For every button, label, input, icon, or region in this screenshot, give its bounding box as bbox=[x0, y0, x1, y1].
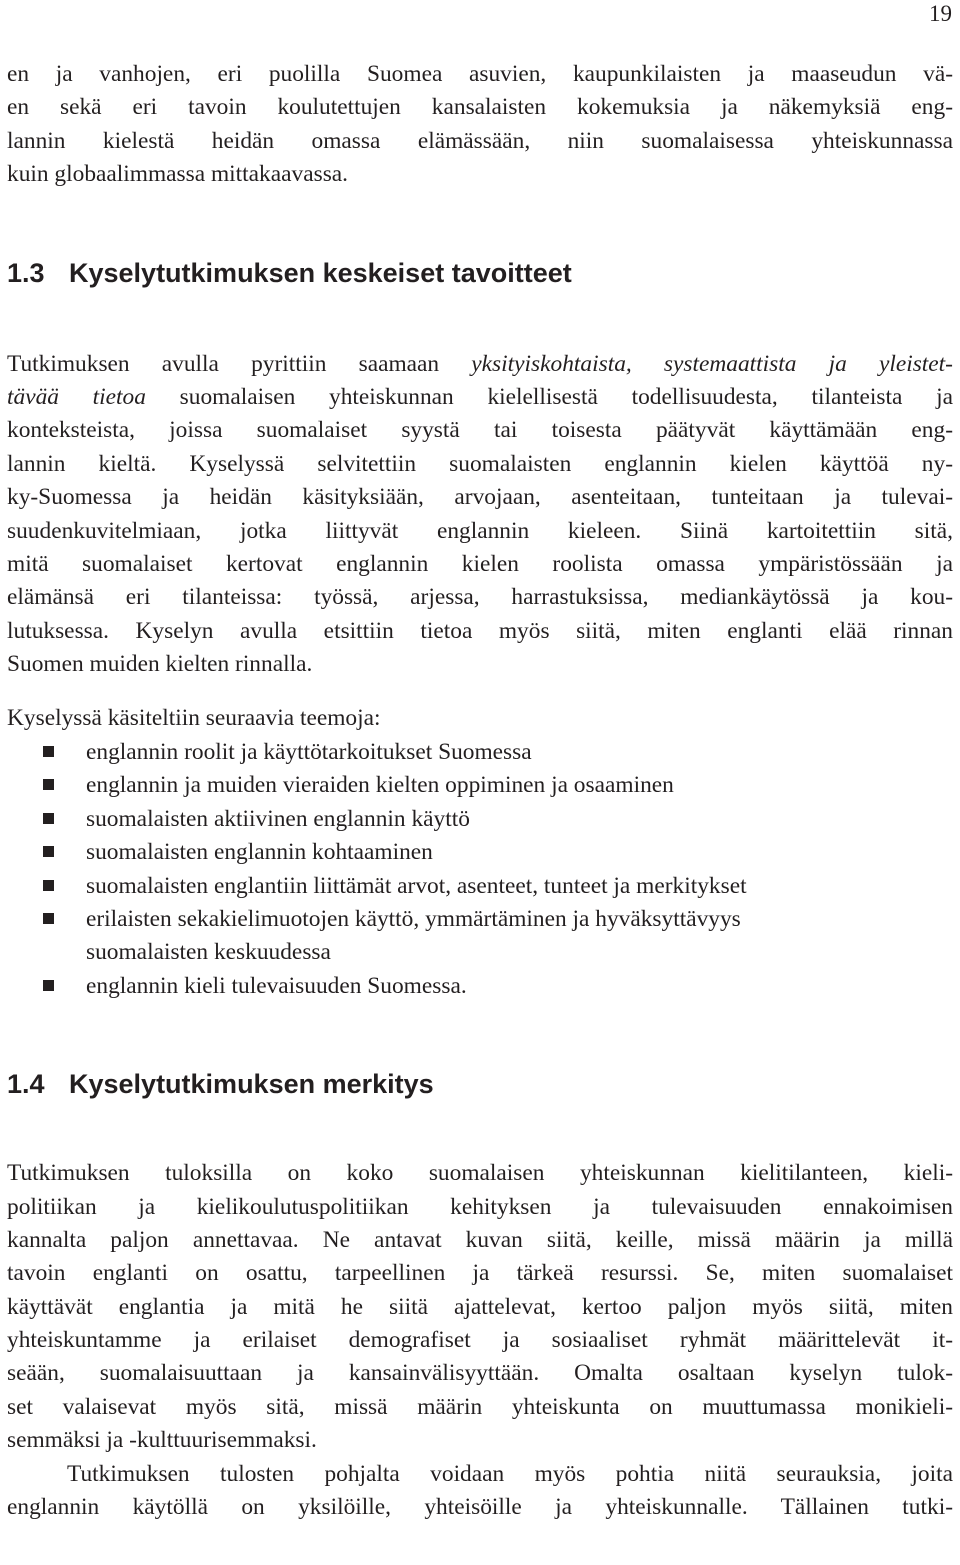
text-line: lutuksessa. Kyselyn avulla etsittiin tietoa myös siitä, miten englanti elää rinnan bbox=[7, 617, 953, 644]
section-heading-1-4 bbox=[7, 1067, 953, 1101]
text-line: ky-Suomessa ja heidän käsityksiään, arvojaan, asenteitaan, tunteitaan ja tulevai- bbox=[7, 484, 953, 511]
text-line: englannin käytöllä on yksilöille, yhteisöille ja yhteiskunnalle. Tällainen tutki- bbox=[7, 1494, 953, 1521]
italic-text: tävää tietoa bbox=[7, 383, 146, 410]
text-line: Suomen muiden kielten rinnalla. bbox=[7, 651, 313, 678]
section-title: Kyselytutkimuksen keskeiset tavoitteet bbox=[69, 257, 572, 288]
text-line: Tutkimuksen tulosten pohjalta voidaan myös pohtia niitä seurauksia, joita bbox=[67, 1460, 953, 1487]
text-line: kuin globaalimmassa mittakaavassa. bbox=[7, 161, 349, 188]
section-1-3-paragraph bbox=[7, 348, 953, 682]
text-line: mitä suomalaiset kertovat englannin kielen roolista omassa ympäristössään ja bbox=[7, 550, 953, 577]
list-item-text: englannin roolit ja käyttötarkoitukset Suomessa bbox=[86, 738, 532, 765]
text-line: politiikan ja kielikoulutuspolitiikan kehityksen ja tulevaisuuden ennakoimisen bbox=[7, 1193, 953, 1220]
text-line: en sekä eri tavoin koulutettujen kansalaisten kokemuksia ja näkemyksiä eng- bbox=[7, 94, 953, 121]
list-item-text-continuation: suomalaisten keskuudessa bbox=[86, 939, 331, 966]
section-1-4-paragraph-2 bbox=[7, 1458, 953, 1525]
list-item bbox=[7, 836, 953, 869]
section-number: 1.3 bbox=[7, 257, 45, 288]
text-line: tavoin englanti on osattu, tarpeellinen ja tärkeä resurssi. Se, miten suomalaiset bbox=[7, 1260, 953, 1287]
themes-list bbox=[7, 736, 953, 1003]
list-item-text: suomalaisten aktiivinen englannin käyttö bbox=[86, 805, 470, 832]
text-run: suomalaisen yhteiskunnan kielellisestä todellisuudesta, tilanteista ja bbox=[145, 383, 953, 410]
square-bullet-icon bbox=[43, 980, 54, 991]
square-bullet-icon bbox=[43, 813, 54, 824]
list-item-text: suomalaisten englantiin liittämät arvot, asenteet, tunteet ja merkitykset bbox=[86, 872, 747, 899]
section-number: 1.4 bbox=[7, 1069, 45, 1100]
list-item-text: suomalaisten englannin kohtaaminen bbox=[86, 839, 433, 866]
square-bullet-icon bbox=[43, 746, 54, 757]
list-item-text: englannin ja muiden vieraiden kielten oppiminen ja osaaminen bbox=[86, 772, 674, 799]
section-1-4-paragraph-1 bbox=[7, 1157, 953, 1458]
list-item bbox=[7, 870, 953, 903]
section-heading-1-3 bbox=[7, 256, 953, 290]
list-item bbox=[7, 803, 953, 836]
square-bullet-icon bbox=[43, 880, 54, 891]
text-line: kannalta paljon annettavaa. Ne antavat kuvan siitä, keille, missä määrin ja millä bbox=[7, 1226, 953, 1253]
text-line: lannin kieltä. Kyselyssä selvitettiin suomalaisten englannin kielen käyttöä ny- bbox=[7, 450, 953, 477]
section-title: Kyselytutkimuksen merkitys bbox=[69, 1069, 434, 1100]
square-bullet-icon bbox=[43, 779, 54, 790]
themes-label: Kyselyssä käsiteltiin seuraavia teemoja: bbox=[7, 705, 381, 732]
text-line: lannin kielestä heidän omassa elämässään, niin suomalaisessa yhteiskunnassa bbox=[7, 127, 953, 154]
text-line: konteksteista, joissa suomalaiset syystä tai toisesta päätyvät käyttämään eng- bbox=[7, 417, 953, 444]
text-line: seään, suomalaisuuttaan ja kansainvälisyyttään. Omalta osaltaan kyselyn tulok- bbox=[7, 1360, 953, 1387]
text-line bbox=[7, 381, 953, 414]
text-line: en ja vanhojen, eri puolilla Suomea asuvien, kaupunkilaisten ja maaseudun vä- bbox=[7, 61, 953, 87]
text-line: yhteiskuntamme ja erilaiset demografiset ja sosiaaliset ryhmät määrittelevät it- bbox=[7, 1327, 953, 1354]
square-bullet-icon bbox=[43, 846, 54, 857]
italic-text: yksityiskohtaista, systemaattista ja yleistet- bbox=[471, 350, 953, 377]
list-item-text: englannin kieli tulevaisuuden Suomessa. bbox=[86, 972, 467, 999]
intro-paragraph bbox=[7, 58, 953, 192]
list-item-text: erilaisten sekakielimuotojen käyttö, ymmärtäminen ja hyväksyttävyys bbox=[86, 905, 741, 932]
text-line: set valaisevat myös sitä, missä määrin yhteiskunta on muuttumassa monikieli- bbox=[7, 1393, 953, 1420]
text-run: Tutkimuksen avulla pyrittiin saamaan bbox=[7, 350, 472, 377]
text-line: Tutkimuksen tuloksilla on koko suomalaisen yhteiskunnan kielitilanteen, kieli- bbox=[7, 1160, 953, 1187]
list-item bbox=[7, 970, 953, 1003]
text-line: semmäksi ja -kulttuurisemmaksi. bbox=[7, 1427, 317, 1454]
list-item bbox=[7, 903, 953, 970]
page-number: 19 bbox=[929, 1, 952, 26]
text-line: suudenkuvitelmiaan, jotka liittyvät englannin kieleen. Siinä kartoitettiin sitä, bbox=[7, 517, 953, 544]
square-bullet-icon bbox=[43, 913, 54, 924]
text-line bbox=[7, 348, 953, 381]
text-line: elämänsä eri tilanteissa: työssä, arjessa, harrastuksissa, mediankäytössä ja kou- bbox=[7, 584, 953, 611]
list-item bbox=[7, 736, 953, 769]
text-line: käyttävät englantia ja mitä he siitä ajattelevat, kertoo paljon myös siitä, miten bbox=[7, 1293, 953, 1320]
list-item bbox=[7, 769, 953, 802]
page-content bbox=[7, 58, 953, 1524]
